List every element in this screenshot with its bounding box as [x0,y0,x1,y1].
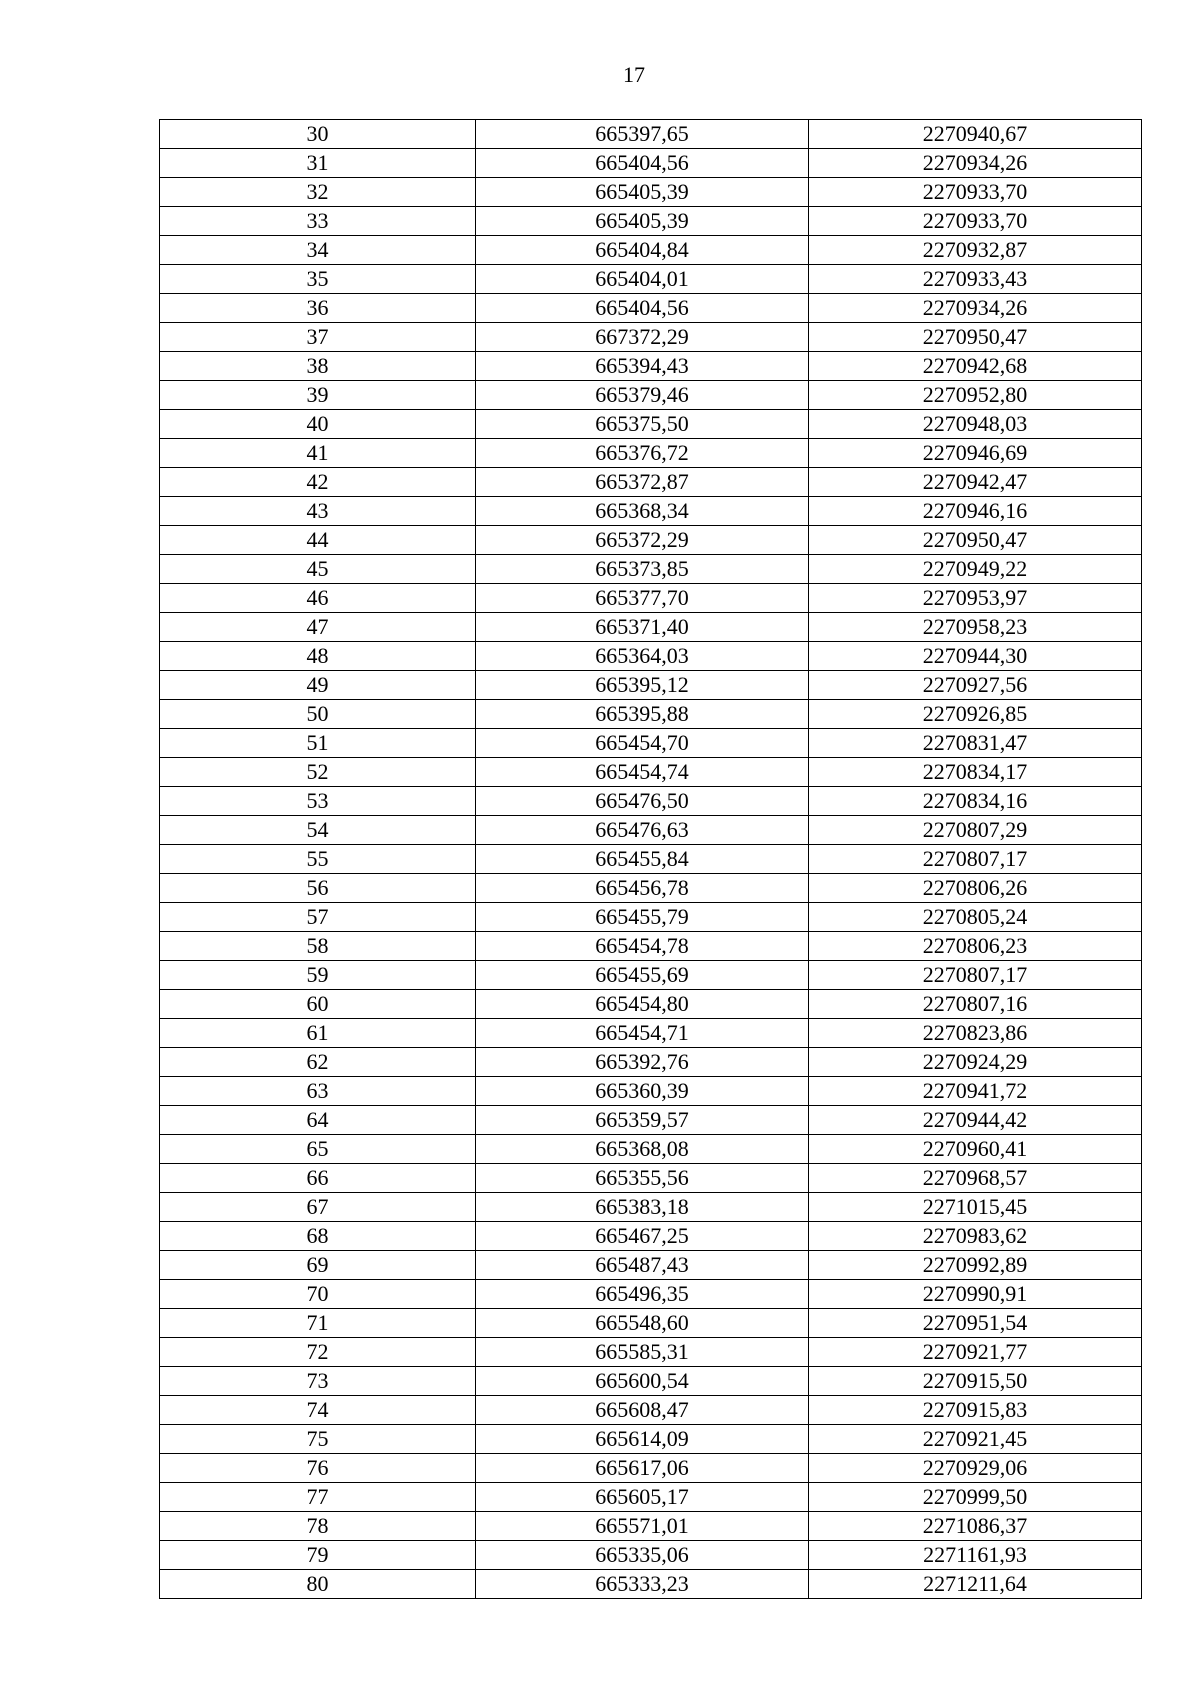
point-number-cell: 78 [160,1512,476,1541]
y-coordinate-cell: 2270999,50 [809,1483,1142,1512]
y-coordinate-cell: 2270834,16 [809,787,1142,816]
point-number-cell: 50 [160,700,476,729]
y-coordinate-cell: 2270992,89 [809,1251,1142,1280]
y-coordinate-cell: 2270951,54 [809,1309,1142,1338]
x-coordinate-cell: 665454,80 [476,990,809,1019]
y-coordinate-cell: 2270952,80 [809,381,1142,410]
x-coordinate-cell: 665364,03 [476,642,809,671]
x-coordinate-cell: 665335,06 [476,1541,809,1570]
x-coordinate-cell: 665454,70 [476,729,809,758]
table-row [160,903,1142,932]
point-number-cell: 31 [160,149,476,178]
x-coordinate-cell: 665455,84 [476,845,809,874]
y-coordinate-cell: 2270960,41 [809,1135,1142,1164]
x-coordinate-cell: 665476,63 [476,816,809,845]
point-number-cell: 57 [160,903,476,932]
y-coordinate-cell: 2270933,70 [809,207,1142,236]
y-coordinate-cell: 2270805,24 [809,903,1142,932]
table-row [160,1512,1142,1541]
point-number-cell: 34 [160,236,476,265]
table-row [160,381,1142,410]
x-coordinate-cell: 665405,39 [476,178,809,207]
table-row [160,1309,1142,1338]
y-coordinate-cell: 2270926,85 [809,700,1142,729]
y-coordinate-cell: 2270968,57 [809,1164,1142,1193]
y-coordinate-cell: 2270927,56 [809,671,1142,700]
table-row [160,178,1142,207]
y-coordinate-cell: 2270806,23 [809,932,1142,961]
point-number-cell: 69 [160,1251,476,1280]
point-number-cell: 33 [160,207,476,236]
y-coordinate-cell: 2271161,93 [809,1541,1142,1570]
x-coordinate-cell: 665368,08 [476,1135,809,1164]
y-coordinate-cell: 2270942,68 [809,352,1142,381]
x-coordinate-cell: 665608,47 [476,1396,809,1425]
x-coordinate-cell: 665359,57 [476,1106,809,1135]
table-row [160,816,1142,845]
table-row [160,1222,1142,1251]
point-number-cell: 72 [160,1338,476,1367]
x-coordinate-cell: 665455,69 [476,961,809,990]
x-coordinate-cell: 665455,79 [476,903,809,932]
table-row [160,149,1142,178]
table-row [160,787,1142,816]
x-coordinate-cell: 665395,12 [476,671,809,700]
x-coordinate-cell: 665379,46 [476,381,809,410]
y-coordinate-cell: 2270807,17 [809,845,1142,874]
x-coordinate-cell: 665405,39 [476,207,809,236]
point-number-cell: 53 [160,787,476,816]
y-coordinate-cell: 2270990,91 [809,1280,1142,1309]
table-row [160,1483,1142,1512]
table-row [160,1338,1142,1367]
table-row [160,1164,1142,1193]
y-coordinate-cell: 2270950,47 [809,526,1142,555]
table-row [160,439,1142,468]
point-number-cell: 42 [160,468,476,497]
x-coordinate-cell: 665376,72 [476,439,809,468]
point-number-cell: 54 [160,816,476,845]
point-number-cell: 77 [160,1483,476,1512]
point-number-cell: 62 [160,1048,476,1077]
table-row [160,236,1142,265]
y-coordinate-cell: 2270934,26 [809,294,1142,323]
point-number-cell: 49 [160,671,476,700]
table-row [160,1251,1142,1280]
x-coordinate-cell: 665467,25 [476,1222,809,1251]
table-row [160,932,1142,961]
x-coordinate-cell: 665548,60 [476,1309,809,1338]
table-row [160,1454,1142,1483]
point-number-cell: 73 [160,1367,476,1396]
point-number-cell: 68 [160,1222,476,1251]
y-coordinate-cell: 2270948,03 [809,410,1142,439]
table-row [160,352,1142,381]
point-number-cell: 38 [160,352,476,381]
table-row [160,1193,1142,1222]
x-coordinate-cell: 665476,50 [476,787,809,816]
x-coordinate-cell: 665600,54 [476,1367,809,1396]
table-row [160,265,1142,294]
y-coordinate-cell: 2270946,69 [809,439,1142,468]
y-coordinate-cell: 2270942,47 [809,468,1142,497]
y-coordinate-cell: 2270934,26 [809,149,1142,178]
y-coordinate-cell: 2270941,72 [809,1077,1142,1106]
x-coordinate-cell: 665617,06 [476,1454,809,1483]
x-coordinate-cell: 665404,84 [476,236,809,265]
x-coordinate-cell: 665496,35 [476,1280,809,1309]
y-coordinate-cell: 2270915,50 [809,1367,1142,1396]
point-number-cell: 67 [160,1193,476,1222]
y-coordinate-cell: 2270958,23 [809,613,1142,642]
point-number-cell: 55 [160,845,476,874]
table-row [160,1048,1142,1077]
point-number-cell: 60 [160,990,476,1019]
point-number-cell: 47 [160,613,476,642]
y-coordinate-cell: 2270950,47 [809,323,1142,352]
y-coordinate-cell: 2270946,16 [809,497,1142,526]
x-coordinate-cell: 665360,39 [476,1077,809,1106]
table-row [160,207,1142,236]
table-row [160,845,1142,874]
point-number-cell: 76 [160,1454,476,1483]
point-number-cell: 74 [160,1396,476,1425]
x-coordinate-cell: 665333,23 [476,1570,809,1599]
point-number-cell: 45 [160,555,476,584]
point-number-cell: 51 [160,729,476,758]
y-coordinate-cell: 2270807,29 [809,816,1142,845]
point-number-cell: 59 [160,961,476,990]
point-number-cell: 32 [160,178,476,207]
x-coordinate-cell: 665377,70 [476,584,809,613]
table-row [160,1367,1142,1396]
x-coordinate-cell: 665373,85 [476,555,809,584]
x-coordinate-cell: 665368,34 [476,497,809,526]
table-row [160,874,1142,903]
y-coordinate-cell: 2270953,97 [809,584,1142,613]
point-number-cell: 46 [160,584,476,613]
point-number-cell: 36 [160,294,476,323]
table-row [160,758,1142,787]
x-coordinate-cell: 665375,50 [476,410,809,439]
point-number-cell: 64 [160,1106,476,1135]
table-row [160,700,1142,729]
x-coordinate-cell: 665395,88 [476,700,809,729]
table-row [160,671,1142,700]
page-number: 17 [623,62,645,87]
x-coordinate-cell: 665487,43 [476,1251,809,1280]
point-number-cell: 35 [160,265,476,294]
x-coordinate-cell: 665456,78 [476,874,809,903]
table-row [160,1106,1142,1135]
y-coordinate-cell: 2270940,67 [809,120,1142,149]
table-row [160,410,1142,439]
x-coordinate-cell: 667372,29 [476,323,809,352]
coordinates-table-body [160,120,1142,1599]
point-number-cell: 39 [160,381,476,410]
table-row [160,729,1142,758]
point-number-cell: 43 [160,497,476,526]
y-coordinate-cell: 2270932,87 [809,236,1142,265]
table-row [160,1425,1142,1454]
table-row [160,584,1142,613]
point-number-cell: 58 [160,932,476,961]
table-row [160,1396,1142,1425]
y-coordinate-cell: 2271086,37 [809,1512,1142,1541]
y-coordinate-cell: 2270806,26 [809,874,1142,903]
point-number-cell: 30 [160,120,476,149]
point-number-cell: 75 [160,1425,476,1454]
x-coordinate-cell: 665394,43 [476,352,809,381]
y-coordinate-cell: 2270921,45 [809,1425,1142,1454]
table-row [160,990,1142,1019]
table-row [160,642,1142,671]
y-coordinate-cell: 2271015,45 [809,1193,1142,1222]
x-coordinate-cell: 665355,56 [476,1164,809,1193]
table-row [160,120,1142,149]
point-number-cell: 40 [160,410,476,439]
y-coordinate-cell: 2270831,47 [809,729,1142,758]
y-coordinate-cell: 2271211,64 [809,1570,1142,1599]
x-coordinate-cell: 665454,71 [476,1019,809,1048]
table-row [160,961,1142,990]
point-number-cell: 79 [160,1541,476,1570]
y-coordinate-cell: 2270807,17 [809,961,1142,990]
point-number-cell: 48 [160,642,476,671]
y-coordinate-cell: 2270944,30 [809,642,1142,671]
point-number-cell: 70 [160,1280,476,1309]
table-row [160,468,1142,497]
table-row [160,555,1142,584]
x-coordinate-cell: 665454,78 [476,932,809,961]
table-row [160,526,1142,555]
y-coordinate-cell: 2270983,62 [809,1222,1142,1251]
x-coordinate-cell: 665571,01 [476,1512,809,1541]
point-number-cell: 52 [160,758,476,787]
y-coordinate-cell: 2270823,86 [809,1019,1142,1048]
x-coordinate-cell: 665372,29 [476,526,809,555]
point-number-cell: 63 [160,1077,476,1106]
point-number-cell: 61 [160,1019,476,1048]
table-row [160,497,1142,526]
table-row [160,1541,1142,1570]
table-row [160,1135,1142,1164]
x-coordinate-cell: 665397,65 [476,120,809,149]
table-row [160,1280,1142,1309]
y-coordinate-cell: 2270933,43 [809,265,1142,294]
y-coordinate-cell: 2270949,22 [809,555,1142,584]
y-coordinate-cell: 2270834,17 [809,758,1142,787]
y-coordinate-cell: 2270933,70 [809,178,1142,207]
table-row [160,1019,1142,1048]
point-number-cell: 56 [160,874,476,903]
x-coordinate-cell: 665372,87 [476,468,809,497]
y-coordinate-cell: 2270807,16 [809,990,1142,1019]
point-number-cell: 66 [160,1164,476,1193]
point-number-cell: 71 [160,1309,476,1338]
point-number-cell: 44 [160,526,476,555]
coordinates-table [159,119,1142,1599]
x-coordinate-cell: 665383,18 [476,1193,809,1222]
y-coordinate-cell: 2270924,29 [809,1048,1142,1077]
table-row [160,323,1142,352]
x-coordinate-cell: 665404,56 [476,149,809,178]
point-number-cell: 37 [160,323,476,352]
point-number-cell: 80 [160,1570,476,1599]
y-coordinate-cell: 2270915,83 [809,1396,1142,1425]
x-coordinate-cell: 665392,76 [476,1048,809,1077]
x-coordinate-cell: 665404,01 [476,265,809,294]
point-number-cell: 41 [160,439,476,468]
table-row [160,613,1142,642]
x-coordinate-cell: 665454,74 [476,758,809,787]
table-row [160,1570,1142,1599]
y-coordinate-cell: 2270929,06 [809,1454,1142,1483]
y-coordinate-cell: 2270921,77 [809,1338,1142,1367]
x-coordinate-cell: 665605,17 [476,1483,809,1512]
x-coordinate-cell: 665371,40 [476,613,809,642]
y-coordinate-cell: 2270944,42 [809,1106,1142,1135]
table-row [160,1077,1142,1106]
x-coordinate-cell: 665614,09 [476,1425,809,1454]
point-number-cell: 65 [160,1135,476,1164]
table-row [160,294,1142,323]
x-coordinate-cell: 665585,31 [476,1338,809,1367]
x-coordinate-cell: 665404,56 [476,294,809,323]
